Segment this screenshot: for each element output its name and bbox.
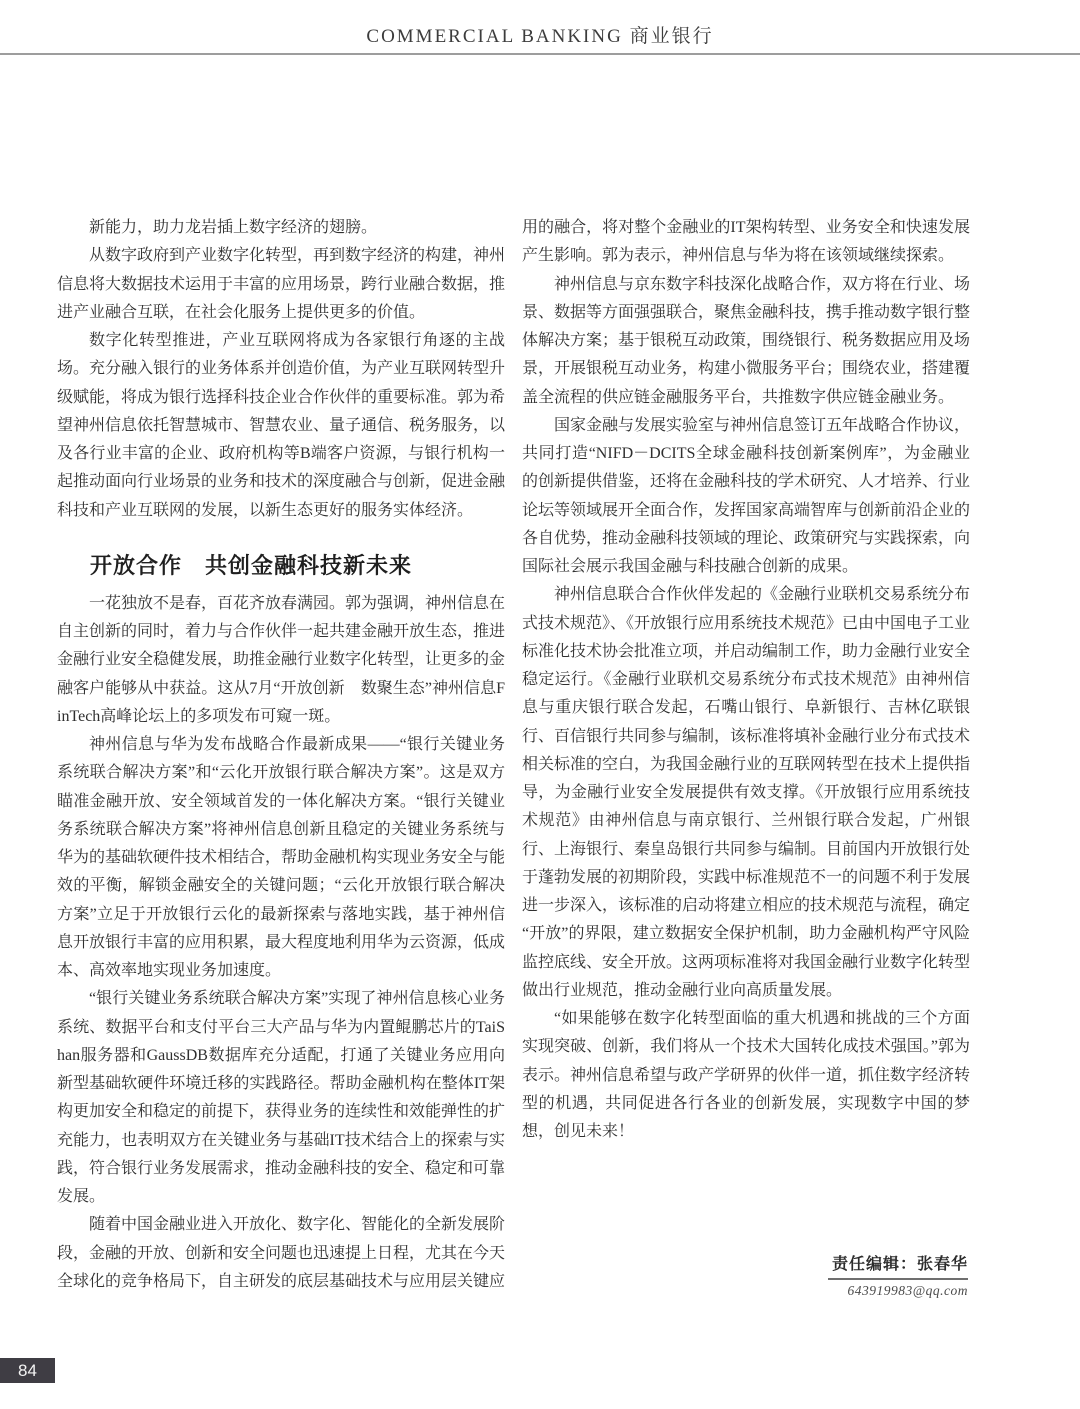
article-body <box>57 214 970 1296</box>
paragraph: 神州信息联合合作伙伴发起的《金融行业联机交易系统分布式技术规范》、《开放银行应用系统技术规范》已由中国电子工业标准化技术协会批准立项，并启动编制工作，助力金融行业安全稳定运行。《金融行业联机交易系统分布式技术规范》由神州信息与重庆银行联合发起，石嘴山银行、阜新银行、吉林亿联银行、百信银行共同参与编制，该标准将填补金融行业分布式技术相关标准的空白，为我国金融行业的互联网转型在技术上提供指导，为金融行业安全发展提供有效支撑。《开放银行应用系统技术规范》由神州信息与南京银行、兰州银行联合发起，广州银行、上海银行、秦皇岛银行共同参与编制。目前国内开放银行处于蓬勃发展的初期阶段，实践中标准规范不一的问题不利于发展进一步深入，该标准的启动将建立相应的技术规范与流程，确定“开放”的界限，建立数据安全保护机制，助力金融机构严守风险监控底线、安全开放。这两项标准将对我国金融行业数字化转型做出行业规范，推动金融行业向高质量发展。 <box>522 586 971 999</box>
paragraph: 神州信息与华为发布战略合作最新成果——“银行关键业务系统联合解决方案”和“云化开放银行联合解决方案”。这是双方瞄准金融开放、安全领域首发的一体化解决方案。“银行关键业务系统联合解决方案”将神州信息创新且稳定的关键业务系统与华为的基础软硬件技术相结合，帮助金融机构实现业务安全与能效的平衡，解锁金融安全的关键问题；“云化开放银行联合解决方案”立足于开放银行云化的最新探索与落地实践，基于神州信息开放银行丰富的应用积累，最大程度地利用华为云资源，低成本、高效率地实现业务加速度。 <box>57 736 506 979</box>
paragraph: “如果能够在数字化转型面临的重大机遇和挑战的三个方面实现突破、创新，我们将从一个技术大国转化成技术强国。”郭为表示。神州信息希望与政产学研界的伙伴一道，抓住数字经济转型的机遇，共同促进各行各业的创新发展，实现数字中国的梦想，创见未来！ <box>522 1010 971 1140</box>
editor-divider <box>828 1278 968 1280</box>
paragraph: 神州信息与京东数字科技深化战略合作，双方将在行业、场景、数据等方面强强联合，聚焦金融科技，携手推动数字银行整体解决方案；基于银税互动政策，围绕银行、税务数据应用及场景，开展银税互动业务，构建小微服务平台；围绕农业，搭建覆盖全流程的供应链金融服务平台，共推数字供应链金融业务。 <box>522 275 971 406</box>
paragraph: 从数字政府到产业数字化转型，再到数字经济的构建，神州信息将大数据技术运用于丰富的应用场景，跨行业融合数据，推进产业融合互联，在社会化服务上提供更多的价值。 <box>57 247 506 321</box>
editor-email: 643919983@qq.com <box>847 1283 968 1298</box>
paragraph-continuation: 用的融合，将对整个金融业的IT架构转型、业务安全和快速发展产生影响。郭为表示，神州信息与华为将在该领域继续探索。 <box>522 219 970 265</box>
paragraph: 随着中国金融业进入开放化、数字化、智能化的全新发展阶段，金融的开放、创新和安全问题也迅速提上日程，尤其在今天全球化的竞争格局下，自主研发的底层基础技术与应用层关键应 <box>57 1216 506 1290</box>
page-header <box>0 0 1080 55</box>
paragraph: 新能力，助力龙岩插上数字经济的翅膀。 <box>89 219 378 236</box>
section-heading: 开放合作 共创金融科技新未来 <box>90 552 413 578</box>
paragraph: 一花独放不是春，百花齐放春满园。郭为强调，神州信息在自主创新的同时，着力与合作伙伴一起共建金融开放生态，推进金融行业安全稳健发展，助推金融行业数字化转型，让更多的金融客户能够从中获益。这从7月“开放创新 数聚生态”神州信息FinTech高峰论坛上的多项发布可窥一斑。 <box>57 594 506 725</box>
running-head-title: COMMERCIAL BANKING 商业银行 <box>366 26 714 47</box>
paragraph: 数字化转型推进，产业互联网将成为各家银行角逐的主战场。充分融入银行的业务体系并创造价值，为产业互联网转型升级赋能，将成为银行选择科技企业合作伙伴的重要标准。郭为希望神州信息依托智慧城市、智慧农业、量子通信、税务服务，以及各行业丰富的企业、政府机构等B端客户资源，与银行机构一起推动面向行业场景的业务和技术的深度融合与创新，促进金融科技和产业互联网的发展，以新生态更好的服务实体经济。 <box>57 332 506 519</box>
editor-name: 责任编辑：张春华 <box>831 1256 968 1273</box>
paragraph: “银行关键业务系统联合解决方案”实现了神州信息核心业务系统、数据平台和支付平台三大产品与华为内置鲲鹏芯片的TaiShan服务器和GaussDB数据库充分适配，打通了关键业务应用向新型基础软硬件环境迁移的实践路径。帮助金融机构在整体IT架构更加安全和稳定的前提下，获得业务的连续性和效能弹性的扩充能力，也表明双方在关键业务与基础IT技术结合上的探索与实践，符合银行业务发展需求，推动金融科技的安全、稳定和可靠发展。 <box>57 990 506 1205</box>
page-number-badge: 84 <box>0 1358 55 1383</box>
column-left <box>57 214 505 1296</box>
paragraph: 国家金融与发展实验室与神州信息签订五年战略合作协议，共同打造“NIFD－DCITS全球金融科技创新案例库”，为金融业的创新提供借鉴，还将在金融科技的学术研究、人才培养、行业论坛等领域展开全面合作，发挥国家高端智库与创新前沿企业的各自优势，推动金融科技领域的理论、政策研究与实践探索，向国际社会展示我国金融与科技融合创新的成果。 <box>522 416 971 575</box>
column-right <box>522 214 970 1296</box>
editor-credit <box>828 1251 968 1299</box>
